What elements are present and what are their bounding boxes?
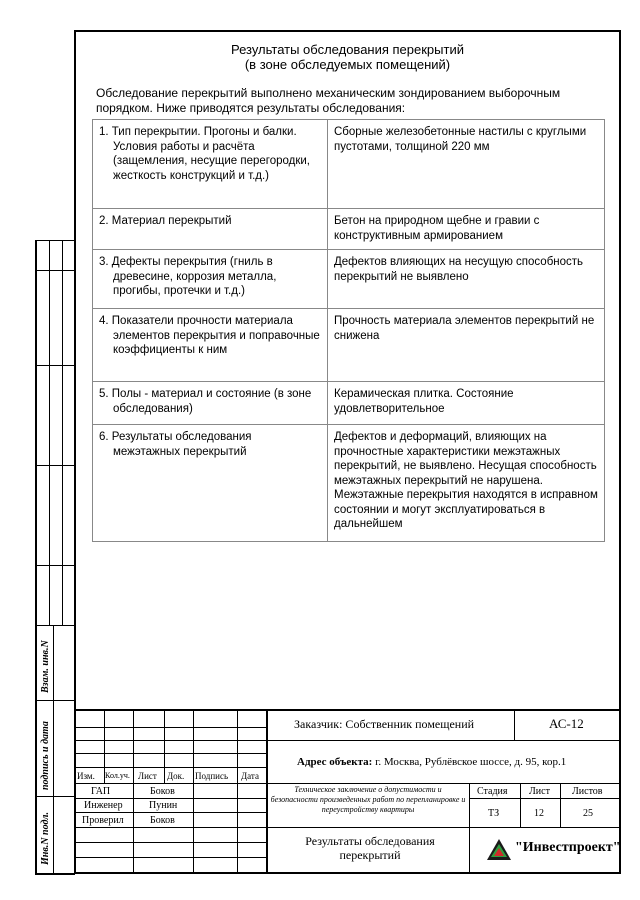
col-header-kol-uch: Кол.уч. xyxy=(105,771,130,780)
title-line-1: Результаты обследования перекрытий xyxy=(230,42,464,57)
table-row xyxy=(93,120,605,209)
sheet-title: Результаты обследования перекрытий xyxy=(305,834,435,862)
col-header-data: Дата xyxy=(241,771,259,781)
role-engineer: Инженер xyxy=(84,800,123,811)
vzam-inv-label: Взам. инв.N xyxy=(40,640,51,693)
address-value: г. Москва, Рублёвское шоссе, д. 95, кор.1 xyxy=(372,756,567,768)
col-header-dok: Док. xyxy=(167,771,185,781)
customer-label: Заказчик: Собственник помещений xyxy=(294,717,475,731)
table-row xyxy=(93,209,605,250)
name-checked: Боков xyxy=(150,815,175,826)
sheets-label: Листов xyxy=(572,786,603,797)
table-cell-parameter: 1. Тип перекрытии. Прогоны и балки. Условия работы и расчёта (защемления, несущие перегородки, жесткость конструкций и т.д.) xyxy=(93,120,328,209)
page-title xyxy=(74,42,621,72)
document-description: Техническое заключение о допустимости и безопасности произведенных работ по перепланировке и переустройству квартиры xyxy=(270,785,466,814)
stage-value: ТЗ xyxy=(488,808,500,819)
col-header-podpis: Подпись xyxy=(195,771,229,781)
table-cell-result: Керамическая плитка. Состояние удовлетворительное xyxy=(328,382,605,425)
inv-n-podl-label: Инв.N подл. xyxy=(40,811,51,865)
table-row xyxy=(93,250,605,309)
table-cell-parameter: 2. Материал перекрытий xyxy=(93,209,328,250)
inspection-table xyxy=(92,119,605,542)
table-cell-parameter: 5. Полы - материал и состояние (в зоне обследования) xyxy=(93,382,328,425)
document-code: АС-12 xyxy=(549,716,584,731)
table-cell-parameter: 4. Показатели прочности материала элементов перекрытия и поправочные коэффициенты к ним xyxy=(93,309,328,382)
company-name: "Инвестпроект" xyxy=(515,840,621,855)
table-cell-parameter: 3. Дефекты перекрытия (гниль в древесине, коррозия металла, прогибы, протечки и т.д.) xyxy=(93,250,328,309)
col-header-list: Лист xyxy=(138,771,157,781)
role-gap: ГАП xyxy=(91,786,111,797)
table-cell-result: Дефектов влияющих на несущую способность перекрытий не выявлено xyxy=(328,250,605,309)
intro-paragraph: Обследование перекрытий выполнено механическим зондированием выборочным порядком. Ниже приводятся результаты обследования: xyxy=(96,86,561,115)
table-cell-result: Бетон на природном щебне и гравии с конструктивным армированием xyxy=(328,209,605,250)
table-cell-parameter: 6. Результаты обследования межэтажных перекрытий xyxy=(93,425,328,542)
table-cell-result: Прочность материала элементов перекрытий не снижена xyxy=(328,309,605,382)
sheet-label: Лист xyxy=(529,786,550,797)
role-checked: Проверил xyxy=(82,815,124,826)
logo-icon xyxy=(486,838,512,862)
title-line-2: (в зоне обследуемых помещений) xyxy=(244,57,451,72)
table-cell-result: Дефектов и деформаций, влияющих на прочностные характеристики межэтажных перекрытий, не выявлено. Несущая способность межэтажных перекрытий не нарушена. Межэтажные перекрытия находятся в исправном состоянии и могут эксплуатироваться в дальнейшем xyxy=(328,425,605,542)
table-cell-result: Сборные железобетонные настилы с круглыми пустотами, толщиной 220 мм xyxy=(328,120,605,209)
name-gap: Боков xyxy=(150,786,175,797)
name-engineer: Пунин xyxy=(149,800,178,811)
col-header-izm: Изм. xyxy=(77,771,95,781)
signature-date-label: подпись и дата xyxy=(40,721,51,790)
table-row xyxy=(93,382,605,425)
address xyxy=(297,756,566,768)
company-logo xyxy=(486,838,512,862)
address-label: Адрес объекта: xyxy=(297,756,373,768)
table-row xyxy=(93,309,605,382)
stage-label: Стадия xyxy=(477,786,508,797)
sheets-value: 25 xyxy=(583,808,593,819)
table-row xyxy=(93,425,605,542)
sheet-value: 12 xyxy=(534,808,544,819)
